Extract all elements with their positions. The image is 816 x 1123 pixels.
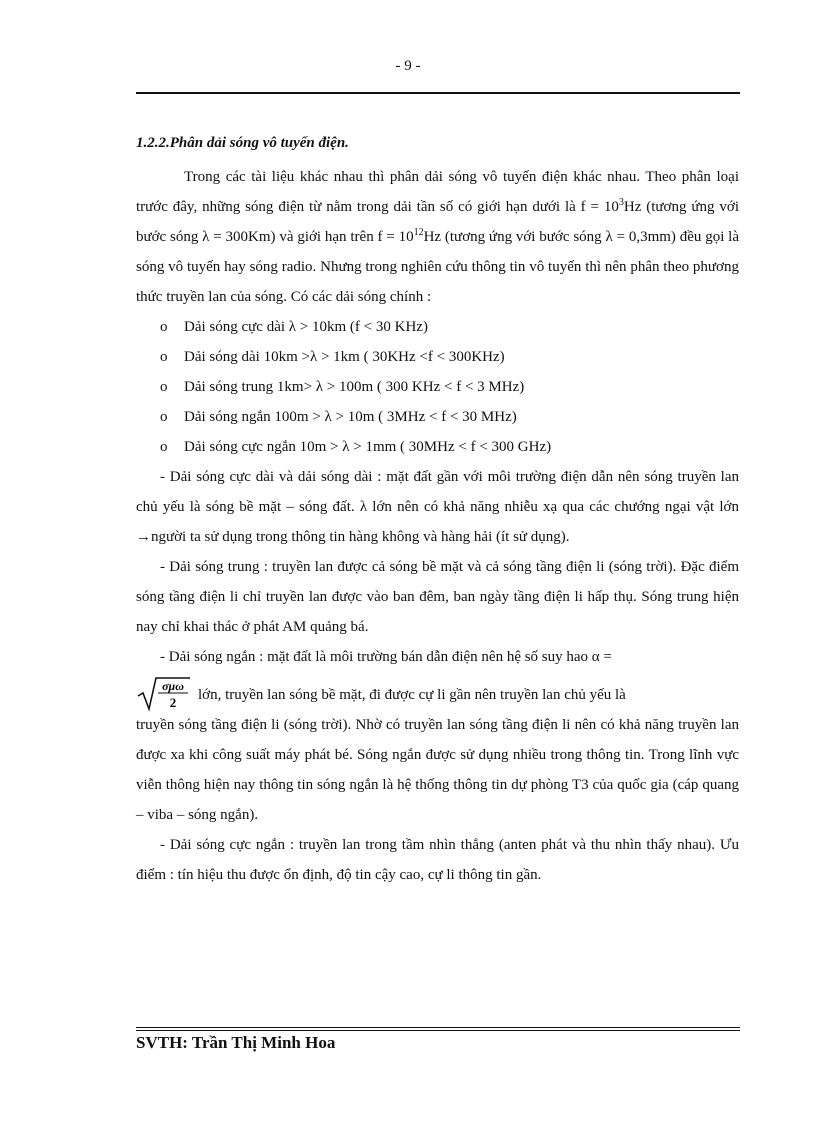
- short-wave-paragraph: - Dải sóng ngắn : mặt đất là môi trường bán dẫn điện nên hệ số suy hao α =: [160, 649, 612, 665]
- list-item: [136, 342, 739, 372]
- formula-denominator: 2: [169, 695, 177, 710]
- ultra-short-wave-paragraph: - Dải sóng cực ngắn : truyền lan trong tầm nhìn thẳng (anten phát và thu nhìn thấy nhau). Ưu điểm : tín hiệu thu được ổn định, độ tin cậy cao, cự li thông tin gần.: [136, 837, 739, 883]
- bullet-icon: o: [160, 379, 168, 395]
- band-label: Dải sóng trung 1km> λ > 100m ( 300 KHz < f < 3 MHz): [184, 379, 525, 395]
- bullet-icon: o: [160, 439, 168, 455]
- intro-text-1: Trong các tài liệu khác nhau thì phân dải sóng vô tuyến điện khác nhau. Theo phân loại trước đây, những sóng điện từ nằm trong dải tần số có giới hạn dưới là f = 10: [136, 169, 739, 215]
- formula-line: [136, 680, 739, 710]
- footer-rule: [136, 1027, 740, 1031]
- list-item: [136, 312, 739, 342]
- formula-numerator: σμω: [162, 679, 184, 693]
- header-rule: [136, 92, 740, 94]
- sqrt-formula: [136, 676, 192, 712]
- band-label: Dải sóng cực ngắn 10m > λ > 1mm ( 30MHz < f < 300 GHz): [184, 439, 552, 455]
- band-label: Dải sóng dài 10km >λ > 1km ( 30KHz <f < 300KHz): [184, 349, 505, 365]
- bullet-icon: o: [160, 349, 168, 365]
- page-content: [136, 132, 739, 890]
- list-item: [136, 402, 739, 432]
- long-wave-paragraph: - Dải sóng cực dài và dải sóng dài : mặt đất gần với môi trường điện dẫn nên sóng truyền lan chủ yếu là sóng bề mặt – sóng đất. λ lớn nên có khả năng nhiễu xạ qua các chướng ngại vật lớn →người ta sử dụng trong thông tin hàng không và hàng hải (ít sử dụng).: [136, 469, 739, 545]
- list-item: [136, 372, 739, 402]
- intro-text-2: Hz (tương ứng với bước sóng λ = 300Km) và giới hạn trên f = 10: [136, 199, 739, 245]
- band-label: Dải sóng cực dài λ > 10km (f < 30 KHz): [184, 319, 428, 335]
- bullet-icon: o: [160, 319, 168, 335]
- intro-text-3: Hz (tương ứng với bước sóng λ = 0,3mm) đều gọi là sóng vô tuyến hay sóng radio. Nhưng trong nghiên cứu thông tin vô tuyến thì nên phân theo phương thức truyền lan của sóng. Có các dải sóng chính :: [136, 229, 739, 305]
- footer-author: SVTH: Trần Thị Minh Hoa: [136, 1033, 336, 1052]
- medium-wave-paragraph: - Dải sóng trung : truyền lan được cả sóng bề mặt và cả sóng tầng điện li (sóng trời). Đặc điểm sóng tầng điện li chỉ truyền lan được vào ban đêm, ban ngày tầng điện li hấp thụ. Sóng trung hiện nay chỉ khai thác ở phát AM quảng bá.: [136, 559, 739, 635]
- exponent-low: 3: [618, 197, 624, 208]
- bullet-icon: o: [160, 409, 168, 425]
- page-number: - 9 -: [395, 58, 421, 74]
- section-heading: 1.2.2.Phân dải sóng vô tuyến điện.: [136, 135, 349, 151]
- short-wave-paragraph-rest: truyền sóng tầng điện li (sóng trời). Nhờ có truyền lan sóng tầng điện li nên có khả năng truyền lan được xa khi công suất máy phát bé. Sóng ngắn được sử dụng nhiều trong thông tin. Trong lĩnh vực viễn thông hiện nay thông tin sóng ngắn là hệ thống thông tin dự phòng T3 của quốc gia (cáp quang – viba – sóng ngắn).: [136, 717, 739, 823]
- intro-paragraph: [136, 162, 739, 312]
- short-wave-continuation: lớn, truyền lan sóng bề mặt, đi được cự li gần nên truyền lan chủ yếu là: [198, 687, 626, 703]
- list-item: [136, 432, 739, 462]
- band-label: Dải sóng ngắn 100m > λ > 10m ( 3MHz < f < 30 MHz): [184, 409, 517, 425]
- band-list: [136, 312, 739, 462]
- exponent-high: 12: [413, 227, 424, 238]
